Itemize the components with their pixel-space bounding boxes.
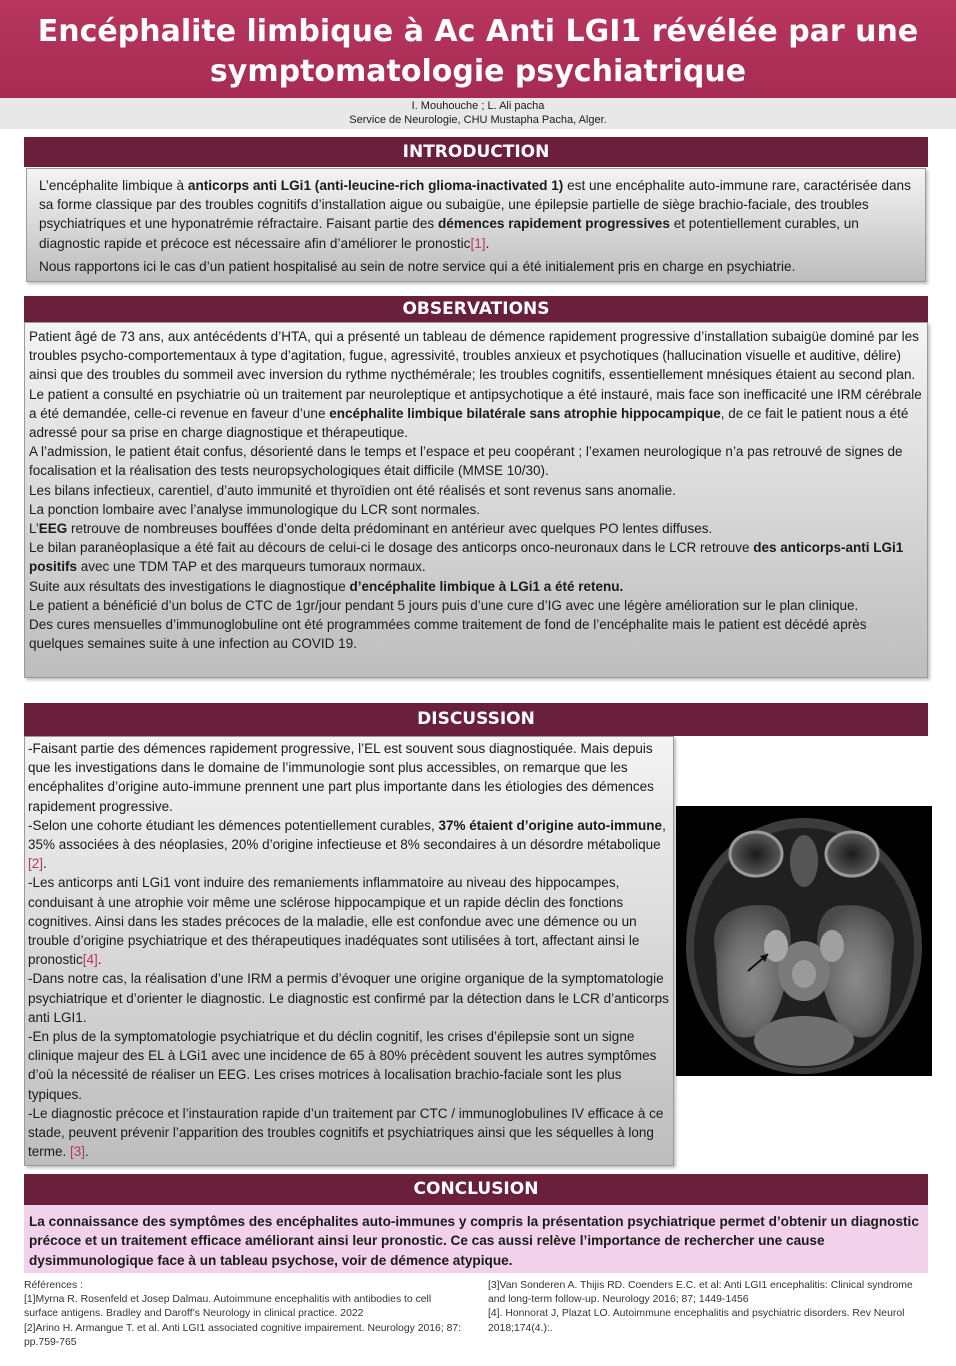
observations-paragraph-9: Le patient a bénéficié d’un bolus de CTC de 1gr/jour pendant 5 jours puis d’une cure d’IG avec une légère amélioration sur le plan clinique. [29,597,859,613]
discussion-box [24,736,674,1166]
observations-paragraph-2: Le patient a consulté en psychiatrie où un traitement par neuroleptique et antipsychotique a été instauré, mais face son inefficacité une IRM cérébrale a été demandée, celle-ci revenue en faveur d’une encéphalite limbique bilatérale sans atrophie hippocampique, de ce fait le patient nous a été adressé pour sa prise en charge diagnostique et thérapeutique. [29,386,922,441]
observations-box [24,322,928,678]
conclusion-heading: CONCLUSION [24,1174,928,1205]
discussion-paragraph-5: -En plus de la symptomatologie psychiatrique et du déclin cognitif, les crises d’épilepsie sont un signe clinique majeur des EL à LGi1 avec une incidence de 65 à 80% précèdent souvent les autres symptômes d’où la nécessité de réaliser un EEG. Les crises motrices à localisation brachio-faciale sont les plus typiques. [28,1029,657,1102]
brain-mri-image [676,806,932,1076]
authors-block [0,98,956,129]
discussion-paragraph-2: -Selon une cohorte étudiant les démences potentiellement curables, 37% étaient d’origine auto-immune, 35% associées à des néoplasies, 20% d’origine infectieuse et 8% secondaires à un désordre métabolique [2]. [28,817,666,872]
author-names: I. Mouhouche ; L. Ali pacha [411,100,545,112]
observations-paragraph-1: Patient âgé de 73 ans, aux antécédents d’HTA, qui a présenté un tableau de démence rapidement progressive d’installation subaigüe dominé par les troubles psycho-comportementaux à type d’agitation, fugue, agressivité, troubles anxieux et psychotiques (hallucination visuelle et auditive, délire) ainsi que des troubles du sommeil avec inversion du rythme nycthémérale; les troubles cognitifs, essentiellement mnésiques étaient au second plan. [29,329,919,383]
reference-link[interactable]: [4] [82,952,98,968]
reference-4: [4]. Honnorat J, Plazat LO. Autoimmune encephalitis and psychiatric disorders. Rev Neurol 2018;174(4.):. [488,1308,905,1334]
observations-paragraph-3: A l’admission, le patient était confus, désorienté dans le temps et l’espace et peu coopérant ; l’examen neurologique n’a pas retrouvé de signes de focalisation et la réalisation des tests neuropsychologiques était difficile (MMSE 10/30). [29,444,903,479]
introduction-heading: INTRODUCTION [24,137,928,167]
observations-heading: OBSERVATIONS [24,296,928,323]
observations-paragraph-4: Les bilans infectieux, carentiel, d’auto immunité et thyroïdien ont été réalisés et sont revenus sans anomalie. [29,482,676,498]
reference-3: [3]Van Sonderen A. Thijis RD. Coenders E.C. et al: Anti LGI1 encephalitis: Clinical syndrome and long-term follow-up. Neurology 2016; 87; 1449-1456 [488,1280,913,1306]
author-affiliation: Service de Neurologie, CHU Mustapha Pacha, Alger. [349,114,607,126]
discussion-heading: DISCUSSION [24,703,928,736]
observations-paragraph-5: La ponction lombaire avec l’analyse immunologique du LCR sont normales. [29,501,480,517]
discussion-paragraph-3: -Les anticorps anti LGi1 vont induire des remaniements inflammatoire au niveau des hippocampes, conduisant à une atrophie voir même une sclérose hippocampique et un rapide déclin des fonctions cognitives. Ainsi dans les stades précoces de la maladie, elle est confondue avec une démence ou un trouble d’origine psychiatrique et des thérapeutiques inadéquates sont utilisées à tort, affectant ainsi le pronostic[4]. [28,875,640,968]
title-banner [0,0,956,98]
reference-link[interactable]: [2] [28,856,44,872]
introduction-box [26,168,926,282]
reference-1: [1]Myrna R. Rosenfeld et Josep Dalmau. Autoimmune encephalitis with antibodies to cell surface antigens. Bradley and Daroff’s Neurology in clinical practice. 2022 [24,1294,432,1320]
observations-paragraph-8: Suite aux résultats des investigations le diagnostique d’encéphalite limbique à LGi1 a été retenu. [29,578,624,594]
reference-link[interactable]: [3] [70,1144,86,1160]
references-heading: Références : [24,1280,83,1291]
observations-paragraph-6: L’EEG retrouve de nombreuses bouffées d’onde delta prédominant en antérieur avec quelques PO lentes diffuses. [29,521,713,537]
discussion-paragraph-6: -Le diagnostic précoce et l’instauration rapide d’un traitement par CTC / immunoglobulines IV efficace à ce stade, peuvent prévenir l’apparition des troubles cognitifs et psychiatriques ainsi que les séquelles à long terme. [3]. [28,1105,664,1160]
conclusion-text: La connaissance des symptômes des encéphalites auto-immunes y compris la présentation psychiatrique permet d’obtenir un diagnostic précoce et un traitement efficace améliorant ainsi leur pronostic. Ce cas aussi relève l’importance de rechercher une cause dysimmunologique face à un tableau psychose, voir de démence atypique. [29,1214,919,1268]
references-right [488,1279,928,1336]
reference-link[interactable]: [1] [470,235,486,251]
mri-axial-slice [676,806,932,1076]
reference-2: [2]Arino H. Armangue T. et al. Anti LGI1 associated cognitive impairement. Neurology 2016; 87: pp.759-765 [24,1322,462,1348]
references-left [24,1279,464,1350]
discussion-paragraph-4: -Dans notre cas, la réalisation d’une IRM a permis d’évoquer une origine organique de la symptomatologie psychiatrique et d’orienter le diagnostic. Le diagnostic est confirmé par la détection dans le LCR d’anticorps anti LGI1. [28,971,669,1025]
poster-title [0,0,956,92]
introduction-paragraph-1: L’encéphalite limbique à anticorps anti LGi1 (anti-leucine-rich glioma-inactivated 1) est une encéphalite auto-immune rare, caractérisée dans sa forme classique par des troubles cognitifs d’installation aigue ou subaigüe, une épilepsie partielle de siège brachio-faciale, des troubles psychiatriques et une hyponatrémie réfractaire. Faisant partie des démences rapidement progressives et potentiellement curables, un diagnostic rapide et précoce est nécessaire afin d’améliorer le pronostic[1]. [39,178,911,251]
title-line-2: symptomatologie psychiatrique [209,54,747,89]
observations-paragraph-10: Des cures mensuelles d’immunoglobuline ont été programmées comme traitement de fond de l’encéphalite mais le patient est décédé après quelques semaines suite à une infection au COVID 19. [29,617,867,652]
title-line-1: Encéphalite limbique à Ac Anti LGI1 révélée par une [37,14,919,49]
discussion-paragraph-1: -Faisant partie des démences rapidement progressive, l’EL est souvent sous diagnostiquée. Mais depuis que les investigations dans le domaine de l’immunologie sont plus accessibles, on remarque que les encéphalites d’origine auto-immune prennent une part plus importante dans les étiologies des démences rapidement progressive. [28,741,654,814]
observations-paragraph-7: Le bilan paranéoplasique a été fait au décours de celui-ci le dosage des anticorps onco-neuronaux dans le LCR retrouve des anticorps-anti LGi1 positifs avec une TDM TAP et des marqueurs tumoraux normaux. [29,540,904,575]
conclusion-box [24,1205,928,1273]
introduction-paragraph-2: Nous rapportons ici le cas d’un patient hospitalisé au sein de notre service qui a été initialement pris en charge en psychiatrie. [39,258,796,274]
